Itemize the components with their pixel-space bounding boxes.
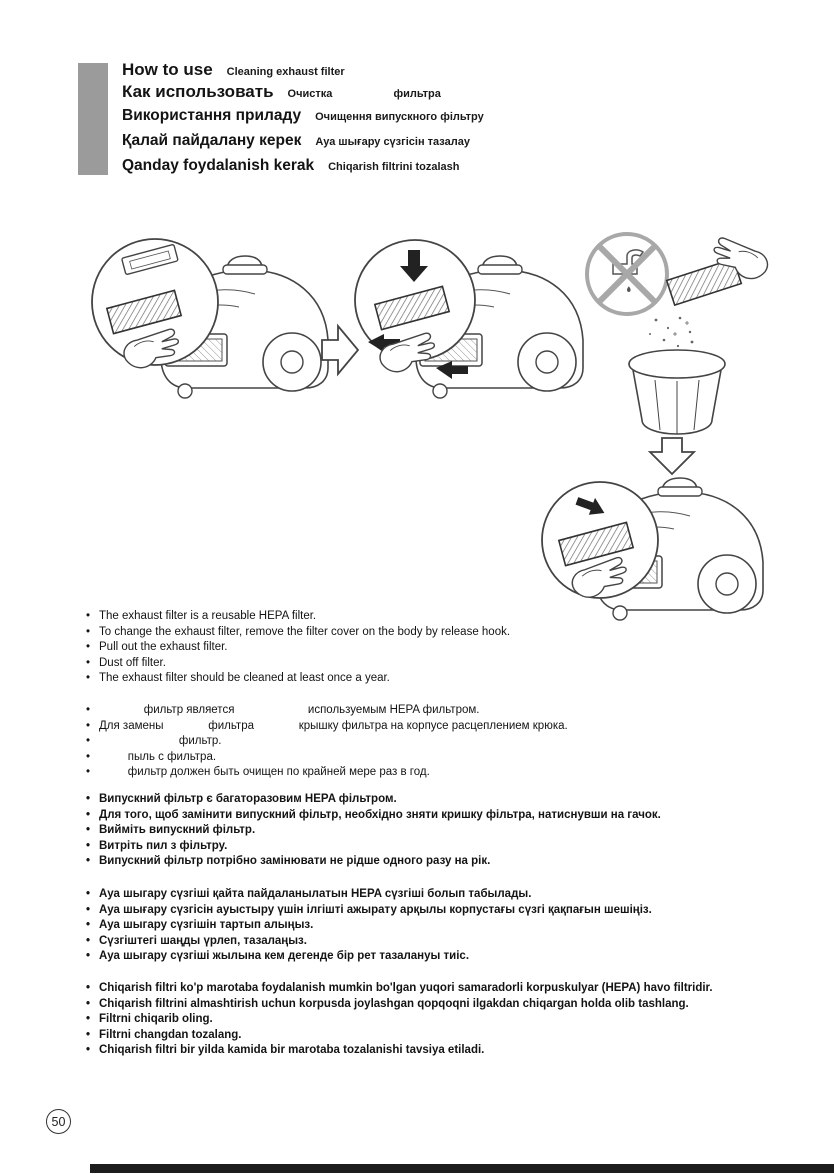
list-item (86, 765, 746, 781)
bullet: • (86, 750, 91, 763)
header-subtitle: Очистка фильтра (287, 88, 441, 100)
instruction-text: Вийміть випускний фільтр. (99, 824, 256, 837)
section-gray-bar (78, 63, 108, 175)
bullet: • (86, 625, 91, 638)
instruction-text: фильтр должен быть очищен по крайней мере раз в год. (99, 766, 430, 779)
bullet: • (86, 672, 91, 685)
list-item (86, 750, 746, 766)
list-item (86, 1043, 746, 1059)
bullet: • (86, 704, 91, 716)
list-item (86, 949, 746, 965)
list-item (86, 719, 746, 735)
list-item (86, 997, 746, 1013)
instruction-text: Випускний фільтр є багаторазовим HEPA фільтром. (99, 793, 397, 805)
list-item (86, 734, 746, 750)
bullet: • (86, 719, 91, 732)
list-item (86, 1028, 746, 1044)
instruction-text: The exhaust filter should be cleaned at least once a year. (99, 672, 390, 685)
bullet: • (86, 1028, 91, 1041)
list-item (86, 656, 746, 672)
bullet: • (86, 997, 91, 1010)
list-item (86, 887, 746, 903)
instructions-english (86, 609, 746, 687)
header-row-kazakh (122, 132, 484, 150)
bullet: • (86, 919, 91, 932)
header-title: Використання приладу (122, 107, 302, 124)
list-item (86, 934, 746, 950)
instruction-text: пыль с фильтра. (99, 750, 217, 763)
instruction-text: Сүзгіштегі шаңды үрлеп, тазалаңыз. (99, 934, 307, 947)
header-subtitle: Chiqarish filtrini tozalash (328, 161, 460, 173)
instruction-text: Випускний фільтр потрібно замінювати не рідше одного разу на рік. (99, 855, 491, 868)
list-item (86, 854, 746, 870)
illustrations (80, 222, 790, 622)
list-item (86, 903, 746, 919)
header-row-russian (122, 82, 484, 102)
instructions-ukrainian (86, 792, 746, 870)
bullet: • (86, 1013, 91, 1026)
bottom-edge-bar (90, 1164, 834, 1173)
instruction-text: Для замены фильтра крышку фильтра на корпусе расцеплением крюка. (99, 719, 568, 732)
instruction-text: Pull out the exhaust filter. (99, 641, 228, 654)
arrow-down-icon (650, 438, 694, 474)
instruction-text: Chiqarish filtri bir yilda kamida bir marotaba tozalanishi tavsiya etiladi. (99, 1044, 485, 1057)
instruction-text: Filtrni chiqarib oling. (99, 1013, 213, 1026)
bullet: • (86, 934, 91, 947)
list-item (86, 839, 746, 855)
illustration-step-2 (355, 240, 583, 398)
instruction-text: Ауа шығару сүзгісін ауыстыру үшін ілгішті ажырату арқылы корпустағы сүзгі қақпағын шешіңіз. (99, 903, 652, 916)
list-item (86, 792, 746, 808)
header-row-english (122, 60, 484, 80)
instruction-text: Ауа шыгару сүзгіші қайта пайдаланылатын HEPA сүзгіші болып табылады. (99, 888, 532, 900)
bullet: • (86, 1044, 91, 1057)
header-title: How to use (122, 60, 213, 79)
header-subtitle: Cleaning exhaust filter (226, 66, 345, 78)
list-item (86, 609, 746, 625)
list-item (86, 671, 746, 687)
trash-bin-drawing (629, 350, 725, 434)
dust-particles (649, 317, 693, 347)
list-item (86, 981, 746, 997)
illustration-step-4 (542, 478, 763, 620)
instruction-text: Ауа шыгару сүзгішін тартып алыңыз. (99, 919, 314, 932)
list-item (86, 625, 746, 641)
instruction-text: Витріть пил з фільтру. (99, 839, 228, 852)
instruction-text: Filtrni changdan tozalang. (99, 1028, 242, 1041)
bullet: • (86, 735, 91, 748)
instruction-text: Для того, щоб замінити випускний фільтр, необхідно зняти кришку фільтра, натиснувши на гачок. (99, 808, 661, 821)
instruction-text: Ауа шыгару сүзгіші жылына кем дегенде бір рет тазалануы тиіс. (99, 950, 470, 963)
bullet: • (86, 610, 91, 622)
instructions-russian (86, 703, 746, 781)
header-title: Qanday foydalanish kerak (122, 157, 315, 174)
list-item (86, 918, 746, 934)
bullet: • (86, 950, 91, 963)
illustration-step-3 (587, 234, 771, 434)
instruction-text: Chiqarish filtrini almashtirish uchun korpusda joylashgan qopqoqni ilgakdan chiqargan holda olib tashlang. (99, 997, 689, 1010)
page-header (122, 60, 484, 175)
list-item (86, 703, 746, 719)
bullet: • (86, 888, 91, 900)
header-title: Как использовать (122, 82, 274, 101)
bullet: • (86, 903, 91, 916)
list-item (86, 1012, 746, 1028)
bullet: • (86, 824, 91, 837)
list-item (86, 823, 746, 839)
header-title: Қалай пайдалану керек (122, 132, 302, 149)
header-subtitle: Ауа шығару сүзгісін тазалау (315, 136, 470, 148)
bullet: • (86, 656, 91, 669)
page-number-text: 50 (51, 1114, 66, 1129)
list-item (86, 808, 746, 824)
bullet: • (86, 855, 91, 868)
instruction-text: Dust off filter. (99, 656, 166, 669)
bullet: • (86, 766, 91, 779)
header-row-ukrainian (122, 107, 484, 125)
instruction-text: фильтр является используемым HEPA фильтром. (99, 704, 480, 716)
bullet: • (86, 641, 91, 654)
bullet: • (86, 839, 91, 852)
no-washing-icon (587, 234, 667, 314)
instructions-kazakh (86, 887, 746, 965)
header-row-uzbek (122, 157, 484, 175)
illustration-step-1 (92, 239, 328, 398)
instruction-text: Chiqarish filtri ko'p marotaba foydalanish mumkin bo'lgan yuqori samaradorli korpuskulyar (HEPA) havo filtridir. (99, 982, 713, 994)
header-subtitle: Очищення випускного фільтру (315, 111, 484, 123)
instruction-text: The exhaust filter is a reusable HEPA filter. (99, 610, 317, 622)
instructions-uzbek (86, 981, 746, 1059)
list-item (86, 640, 746, 656)
instruction-text: фильтр. (99, 735, 222, 748)
page-number (46, 1109, 71, 1134)
bullet: • (86, 982, 91, 994)
bullet: • (86, 808, 91, 821)
instruction-text: To change the exhaust filter, remove the filter cover on the body by release hook. (99, 625, 511, 638)
bullet: • (86, 793, 91, 805)
